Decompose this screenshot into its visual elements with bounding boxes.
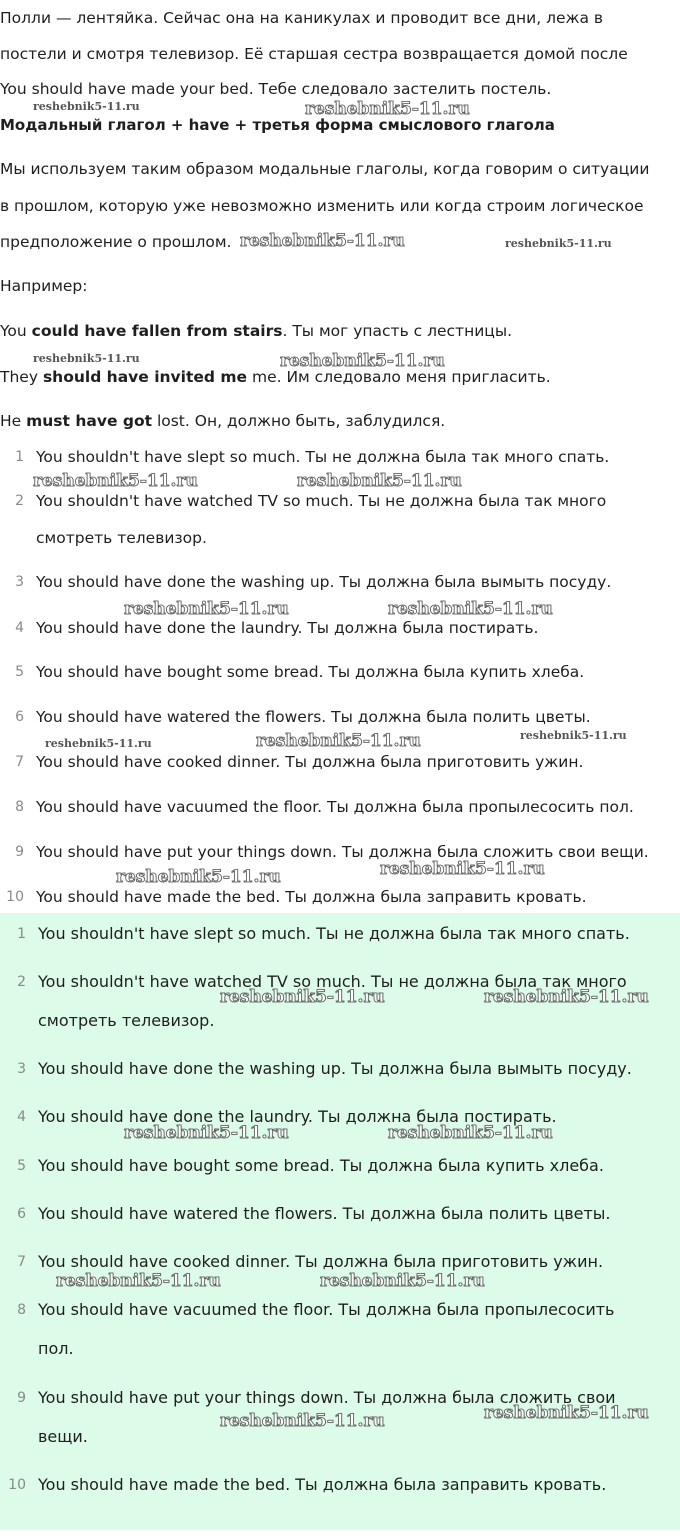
watermark: reshebnik5-11.ru: [484, 1403, 649, 1423]
list-item-text-continued: смотреть телевизор.: [36, 529, 207, 547]
watermark: reshebnik5-11.ru: [33, 352, 140, 365]
list-item-text: You shouldn't have slept so much. Ты не должна была так много спать.: [38, 924, 630, 943]
watermark: reshebnik5-11.ru: [505, 237, 612, 250]
watermark: reshebnik5-11.ru: [240, 231, 405, 251]
list-item-number: 8: [15, 799, 24, 815]
list-item-text: You should have done the laundry. Ты должна была постирать.: [36, 619, 539, 637]
list-item-number: 9: [15, 844, 24, 860]
list-item-text: You shouldn't have slept so much. Ты не должна была так много спать.: [36, 448, 610, 466]
list-item-number: 7: [17, 1254, 26, 1270]
list-item-text: You should have made the bed. Ты должна была заправить кровать.: [38, 1475, 607, 1494]
watermark: reshebnik5-11.ru: [297, 471, 462, 491]
rule-line-1: Мы используем таким образом модальные глаголы, когда говорим о ситуации: [0, 160, 650, 178]
list-item-number: 2: [17, 974, 26, 990]
list-item-text: You should have vacuumed the floor. Ты должна была пропылесосить: [38, 1300, 615, 1319]
list-item-text-continued: пол.: [38, 1339, 74, 1358]
list-item-text: You should have made the bed. Ты должна была заправить кровать.: [36, 888, 587, 906]
watermark: reshebnik5-11.ru: [220, 1411, 385, 1431]
rule-heading: Модальный глагол + have + третья форма смыслового глагола: [0, 116, 555, 134]
list-item-text: You should have bought some bread. Ты должна была купить хлеба.: [38, 1156, 604, 1175]
example-1: You could have fallen from stairs. Ты мог упасть с лестницы.: [0, 322, 513, 340]
list-item-number: 1: [17, 926, 26, 942]
rule-line-3: предположение о прошлом.: [0, 233, 232, 251]
list-item-text: You should have done the laundry. Ты должна была постирать.: [38, 1107, 557, 1126]
watermark: reshebnik5-11.ru: [388, 1123, 553, 1143]
watermark: reshebnik5-11.ru: [380, 859, 545, 879]
watermark: reshebnik5-11.ru: [56, 1271, 221, 1291]
watermark: reshebnik5-11.ru: [124, 599, 289, 619]
watermark: reshebnik5-11.ru: [45, 737, 152, 750]
list-item-text: You should have watered the flowers. Ты должна была полить цветы.: [36, 708, 591, 726]
list-item-text-continued: смотреть телевизор.: [38, 1011, 215, 1030]
list-item-text: You should have done the washing up. Ты должна была вымыть посуду.: [36, 573, 612, 591]
list-item-number: 4: [15, 620, 24, 636]
watermark: reshebnik5-11.ru: [33, 471, 198, 491]
watermark: reshebnik5-11.ru: [388, 599, 553, 619]
list-item-number: 9: [17, 1390, 26, 1406]
intro-line-2: постели и смотря телевизор. Её старшая сестра возвращается домой после: [0, 45, 628, 63]
watermark: reshebnik5-11.ru: [220, 987, 385, 1007]
list-item-text: You should have done the washing up. Ты должна была вымыть посуду.: [38, 1059, 632, 1078]
list-item-text: You should have vacuumed the floor. Ты должна была пропылесосить пол.: [36, 798, 634, 816]
list-item-number: 6: [17, 1206, 26, 1222]
list-item-number: 7: [15, 754, 24, 770]
for-example-label: Например:: [0, 277, 88, 295]
watermark: reshebnik5-11.ru: [33, 100, 140, 113]
list-item-text: You shouldn't have watched TV so much. Ты не должна была так много: [38, 972, 627, 991]
watermark: reshebnik5-11.ru: [256, 731, 421, 751]
example-3: He must have got lost. Он, должно быть, заблудился.: [0, 412, 446, 430]
list-item-number: 3: [15, 574, 24, 590]
list-item-text: You should have cooked dinner. Ты должна была приготовить ужин.: [38, 1252, 604, 1271]
list-item-number: 8: [17, 1302, 26, 1318]
example-2: They should have invited me me. Им следовало меня пригласить.: [0, 368, 551, 386]
list-item-text: You should have put your things down. Ты должна была сложить свои вещи.: [36, 843, 649, 861]
list-item-number: 1: [15, 449, 24, 465]
watermark: reshebnik5-11.ru: [124, 1123, 289, 1143]
list-item-number: 4: [17, 1109, 26, 1125]
list-item-text: You should have watered the flowers. Ты должна была полить цветы.: [38, 1204, 611, 1223]
list-item-number: 2: [15, 493, 24, 509]
intro-line-1: Полли — лентяйка. Сейчас она на каникулах и проводит все дни, лежа в: [0, 9, 604, 27]
list-item-text: You shouldn't have watched TV so much. Ты не должна была так много: [36, 492, 607, 510]
list-item-number: 10: [6, 889, 24, 905]
watermark: reshebnik5-11.ru: [305, 99, 470, 119]
list-item-number: 10: [8, 1477, 26, 1493]
watermark: reshebnik5-11.ru: [320, 1271, 485, 1291]
list-item-text-continued: вещи.: [38, 1427, 88, 1446]
list-item-number: 5: [17, 1158, 26, 1174]
list-item-number: 3: [17, 1061, 26, 1077]
watermark: reshebnik5-11.ru: [520, 729, 627, 742]
watermark: reshebnik5-11.ru: [280, 351, 445, 371]
list-item-text: You should have put your things down. Ты должна была сложить свои: [38, 1388, 616, 1407]
list-item-number: 5: [15, 664, 24, 680]
list-item-text: You should have bought some bread. Ты должна была купить хлеба.: [36, 663, 585, 681]
intro-line-3: You should have made your bed. Тебе следовало застелить постель.: [0, 80, 552, 98]
list-item-number: 6: [15, 709, 24, 725]
watermark: reshebnik5-11.ru: [484, 987, 649, 1007]
list-item-text: You should have cooked dinner. Ты должна была приготовить ужин.: [36, 753, 584, 771]
rule-line-2: в прошлом, которую уже невозможно изменить или когда строим логическое: [0, 197, 644, 215]
watermark: reshebnik5-11.ru: [116, 867, 281, 887]
